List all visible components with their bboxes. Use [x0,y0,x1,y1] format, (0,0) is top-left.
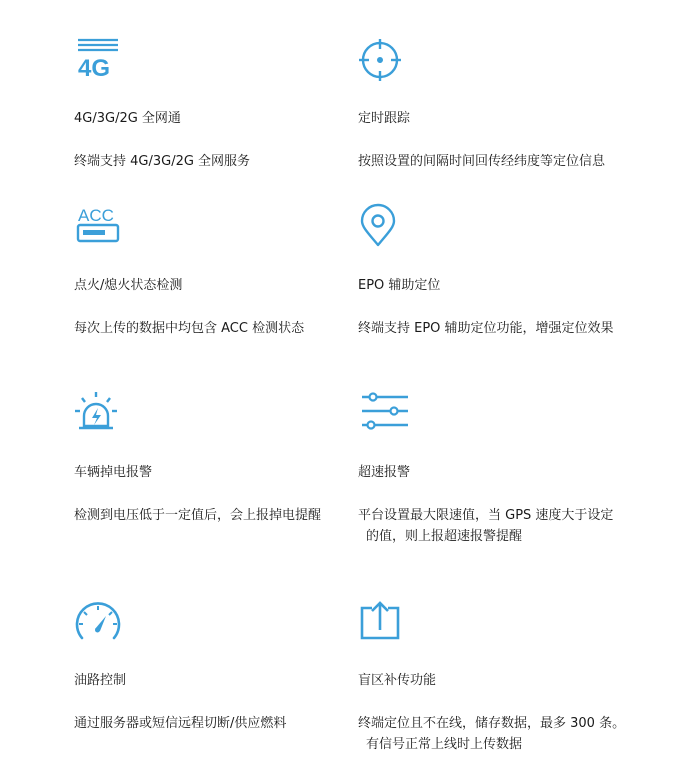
feature-title: 油路控制 [74,673,127,688]
feature-description: 检测到电压低于一定值后，会上报掉电提醒 [74,508,322,523]
4g-icon-text: 4G [78,55,111,82]
feature-description-line2: 有信号正常上线时上传数据 [366,737,523,752]
acc-icon-text: ACC [78,206,114,225]
feature-title: 盲区补传功能 [358,673,437,688]
upload-share-icon [358,600,408,650]
4g-network-icon [76,38,126,88]
feature-description: 按照设置的间隔时间回传经纬度等定位信息 [358,154,606,169]
feature-description-line1: 终端定位且不在线，储存数据，最多 300 条。 [358,716,626,731]
feature-title: 点火/熄火状态检测 [74,278,183,293]
feature-description [358,713,625,755]
feature-title: EPO 辅助定位 [358,278,441,293]
feature-description: 每次上传的数据中均包含 ACC 检测状态 [74,321,305,336]
acc-battery-icon [76,205,126,255]
feature-description: 通过服务器或短信远程切断/供应燃料 [74,716,287,731]
feature-title: 4G/3G/2G 全网通 [74,111,181,126]
feature-description-line2: 的值，则上报超速报警提醒 [366,529,523,544]
location-pin-icon [358,205,408,255]
crosshair-target-icon [358,38,408,88]
feature-title: 超速报警 [358,465,411,480]
alarm-siren-icon [74,392,124,442]
feature-title: 车辆掉电报警 [74,465,153,480]
feature-description: 终端支持 4G/3G/2G 全网服务 [74,154,251,169]
feature-title: 定时跟踪 [358,111,411,126]
feature-description [358,505,613,547]
speedometer-gauge-icon [74,600,124,650]
feature-description-line1: 平台设置最大限速值，当 GPS 速度大于设定 [358,508,614,523]
sliders-settings-icon [358,392,408,442]
feature-description: 终端支持 EPO 辅助定位功能，增强定位效果 [358,321,614,336]
